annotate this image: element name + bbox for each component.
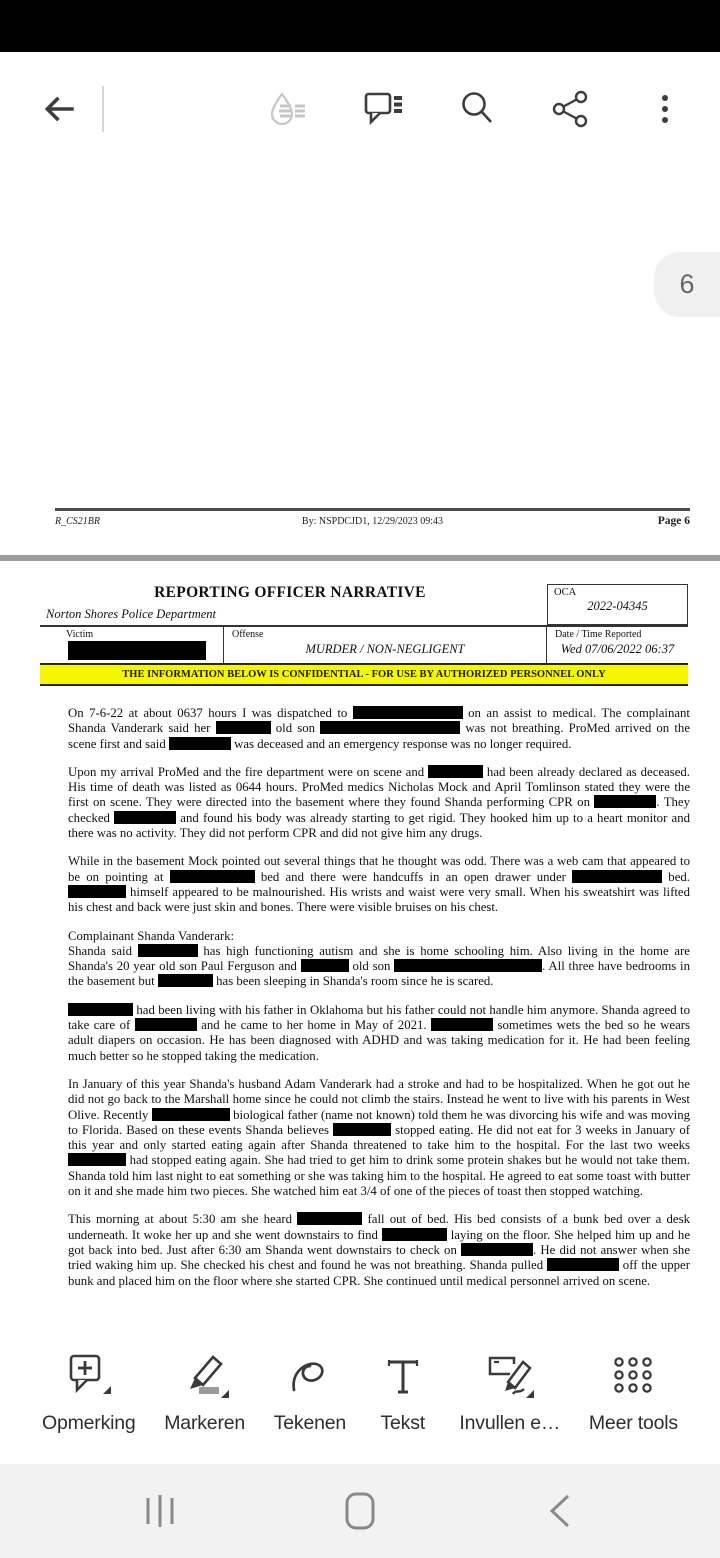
tool-label: Tekenen [273, 1412, 347, 1434]
liquid-mode-button[interactable] [268, 89, 310, 129]
offense-value: MURDER / NON-NEGLIGENT [305, 642, 465, 656]
comments-button[interactable] [362, 89, 404, 129]
search-button[interactable] [456, 89, 498, 129]
redaction-bar [428, 765, 483, 778]
redaction-bar [152, 1108, 230, 1121]
doc-paragraph: In January of this year Shanda's husband Adam Vanderark had a stroke and had to be hospitalized. When he got out he did not go back to the Marshall home since he could not climb the stairs. Instead he went to live with his parents in West Olive. Recently biological father (name not known) told them he was divorcing his wife and was moving to Florida. Based on these events Shanda believes stopped eating. He did not eat for 3 weeks in January of this year and only started eating again after Shanda threatened to take him to the hospital. For the last two weeks had stopped eating again. She had tried to get him to drink some protein shakes but he would not take them. Shanda told him last night to eat something or she was taking him to the hospital. He agreed to eat some toast with butter on it and she made him two pieces. She watched him eat 3/4 of one of the pieces of toast then stopped watching. [68, 1076, 691, 1199]
share-button[interactable] [550, 89, 592, 129]
home-icon [340, 1489, 380, 1533]
doc-paragraph: This morning at about 5:30 am she heard fall out of bed. His bed consists of a bunk bed over a desk underneath. It woke her up and she went downstairs to find laying on the floor. She helped him up and he got back into bed. Just after 6:30 am Shanda went downstairs to check on . He did not answer when she tried waking him up. She checked his chest and found he was not breathing. Shanda pulled off the upper bunk and placed him on the floor where she started CPR. She continued until medical personnel arrived on scene. [68, 1212, 691, 1288]
case-fields-table [40, 625, 688, 663]
redaction-bar [297, 1212, 362, 1225]
back-arrow-icon [41, 90, 79, 128]
tool-highlight[interactable] [164, 1330, 245, 1464]
redaction-bar [68, 1003, 133, 1016]
report-title: REPORTING OFFICER NARRATIVE [154, 584, 426, 601]
tool-draw[interactable] [274, 1330, 346, 1464]
doc-paragraph: Complainant Shanda Vanderark: Shanda said has high functioning autism and she is home schooling him. Also living in the home are Shanda's 20 year old son Paul Ferguson and old son . All three have bedrooms in the basement but has been sleeping in Shanda's room since he is scared. [68, 928, 691, 989]
search-icon [457, 89, 497, 129]
redaction-bar [333, 1123, 391, 1136]
tool-comment[interactable] [42, 1330, 136, 1464]
app-toolbar [0, 52, 720, 167]
doc-paragraph: had been living with his father in Oklahoma but his father could not handle him anymore. Shanda agreed to take care of and he came to her home in May of 2021. sometimes wets the bed so he wears adult diapers on occasion. He has been diagnosed with ADHD and was taking medication for it. He had been feeling much better so he stopped taking the medication. [68, 1002, 691, 1063]
datetime-value: Wed 07/06/2022 06:37 [560, 642, 675, 656]
oca-box [547, 584, 688, 625]
redaction-bar [68, 885, 126, 898]
offense-label: Offense [232, 629, 264, 640]
report-header [40, 561, 688, 663]
doc-paragraph: While in the basement Mock pointed out several things that he thought was odd. There was a web cam that appeared to be on pointing at bed and there were handcuffs in an open drawer under bed. himself appeared to be malnourished. His wrists and waist were very small. When his sweatshirt was lifted his chest and back were just skin and bones. There were visible bruises on his chest. [68, 854, 690, 915]
redaction-bar [158, 974, 213, 987]
overflow-menu-icon [651, 89, 679, 129]
footer-report-id: R_CS21BR [55, 516, 100, 527]
redaction-bar [169, 737, 231, 750]
redaction-bar [114, 811, 176, 824]
tool-label: Invullen e… [459, 1412, 561, 1434]
tool-label: Markeren [164, 1412, 246, 1434]
home-button[interactable] [339, 1490, 381, 1532]
redaction-bar [138, 944, 198, 957]
redaction-bar [594, 795, 656, 808]
overflow-menu-button[interactable] [644, 89, 686, 129]
liquid-mode-icon [267, 90, 311, 128]
tool-fill-sign[interactable] [459, 1330, 560, 1464]
pdf-page-6 [0, 561, 720, 1330]
recents-button[interactable] [139, 1490, 181, 1532]
tool-text[interactable] [375, 1330, 431, 1464]
tool-more[interactable] [589, 1330, 678, 1464]
pdf-page-5-bottom [0, 166, 720, 555]
datetime-label: Date / Time Reported [555, 629, 642, 640]
redaction-bar [68, 1153, 126, 1166]
redaction-bar [320, 721, 460, 734]
oca-number: 2022-04345 [587, 599, 648, 613]
redaction-bar [170, 870, 255, 883]
page-footer [0, 508, 720, 527]
redaction-bar [461, 1243, 533, 1256]
fill-and-sign-icon [482, 1348, 538, 1406]
text-icon [375, 1348, 431, 1406]
recents-icon [140, 1490, 180, 1532]
redaction-bar [353, 706, 463, 719]
page-number-badge: 6 [654, 252, 720, 317]
doc-paragraph: On 7-6-22 at about 0637 hours I was dispatched to on an assist to medical. The complainant Shanda Vanderark said her old son was not breathing. ProMed arrived on the scene first and said was deceased and an emergency response was no longer required. [68, 706, 690, 751]
victim-cell [40, 627, 224, 663]
android-nav-bar [0, 1464, 720, 1558]
back-button[interactable] [38, 87, 82, 131]
redaction-bar [547, 1258, 619, 1271]
redaction-bar [216, 721, 271, 734]
confidential-banner: THE INFORMATION BELOW IS CONFIDENTIAL - FOR USE BY AUTHORIZED PERSONNEL ONLY [40, 663, 688, 686]
redaction-bar [394, 959, 542, 972]
nav-back-button[interactable] [539, 1490, 581, 1532]
share-icon [550, 89, 592, 129]
footer-byline: By: NSPDCJD1, 12/29/2023 09:43 [301, 516, 444, 527]
nav-back-icon [543, 1490, 577, 1532]
comment-plus-icon [61, 1348, 117, 1406]
redaction-bar [68, 641, 206, 660]
toolbar-divider [102, 86, 104, 132]
datetime-cell [547, 627, 688, 663]
redaction-bar [431, 1018, 493, 1031]
redaction-bar [382, 1228, 447, 1241]
tool-label: Tekst [380, 1412, 425, 1434]
footer-page-number: Page 6 [657, 515, 690, 527]
tool-label: Meer tools [588, 1412, 678, 1434]
pdf-viewer[interactable] [0, 166, 720, 1330]
redaction-bar [572, 870, 662, 883]
android-status-bar [0, 0, 720, 52]
offense-cell [224, 627, 547, 663]
more-tools-grid-icon [605, 1348, 661, 1406]
doc-paragraph: Upon my arrival ProMed and the fire department were on scene and had been already declared as deceased. His time of death was listed as 0644 hours. ProMed medics Nicholas Mock and April Tomlinson stated they were the first on scene. They were directed into the basement where they found Shanda performing CPR on . They checked and found his body was already starting to get rigid. They hooked him up to a heart monitor and there was no activity. They did not perform CPR and did not give him any drugs. [68, 764, 690, 841]
comments-icon [361, 90, 405, 128]
agency-name: Norton Shores Police Department [46, 607, 217, 621]
oca-label: OCA [554, 587, 577, 598]
redaction-bar [301, 959, 349, 972]
draw-loop-icon [282, 1348, 338, 1406]
victim-label: Victim [66, 629, 94, 640]
footer-rule [55, 508, 690, 511]
redaction-bar [135, 1018, 197, 1031]
highlighter-icon [177, 1348, 233, 1406]
doc-paragraphs [68, 706, 690, 1289]
tool-label: Opmerking [42, 1412, 136, 1434]
annotation-toolbar [0, 1330, 720, 1464]
